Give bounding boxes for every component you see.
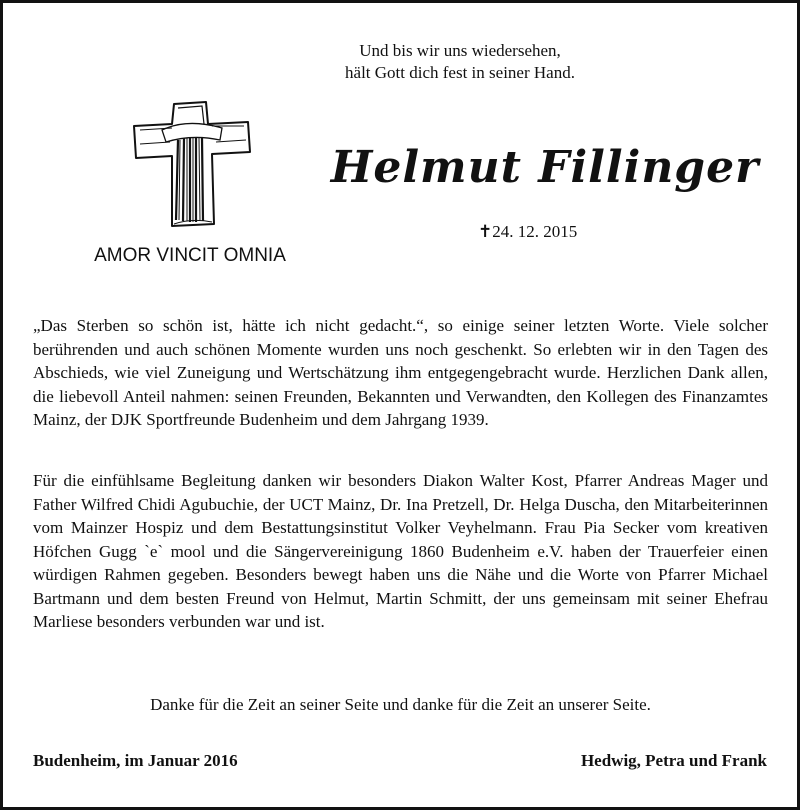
signature-family: Hedwig, Petra und Frank [580,751,767,770]
body-paragraph-2: Für die einfühlsame Begleitung danken wir besonders Diakon Walter Kost, Pfarrer Andreas Mager und Father Wilfred Chidi Agubuchie, der UCT Mainz, Dr. Ina Pretzell, Dr. Helga Duscha, den Mitarbeiterinnen vom Mainzer Hospiz und dem Bestattungsinstitut Volker Veyhelmann. Frau Pia Secker vom kreativen Höfchen Gugg `e` mool und die Sängervereinigung 1860 Budenheim e.V. haben der Trauerfeier einen würdigen Rahmen gegeben. Besonders bewegt haben uns die Nähe und die Worte von Pfarrer Michael Bartmann und dem besten Freund von Helmut, Martin Schmitt, der uns gemeinsam mit seiner Ehefrau Marliese besonders verbunden war und ist. [33,471,768,631]
motto [240,40,680,84]
cross-icon [132,100,252,230]
motto-line-1: Und bis wir uns wiedersehen, [359,41,561,60]
motto-line-2: hält Gott dich fest in seiner Hand. [345,63,575,82]
signature-place-date: Budenheim, im Januar 2016 [33,751,238,770]
death-date: ✝24. 12. 2015 [478,222,578,241]
deceased-name: Helmut Fillinger [330,142,760,193]
closing-line: Danke für die Zeit an seiner Seite und danke für die Zeit an unserer Seite. [150,695,651,714]
body-paragraph-1: „Das Sterben so schön ist, hätte ich nicht gedacht.“, so einige seiner letzten Worte. Viele solcher berührenden und auch schönen Momente wurden uns noch geschenkt. So erlebten wir in den Tagen des Abschieds, wie viel Zuneigung und Wertschätzung ihm entgegengebracht wurde. Herzlichen Dank allen, die liebevoll Anteil nahmen: seinen Freunden, Bekannten und Verwandten, den Kollegen des Finanzamtes Mainz, der DJK Sportfreunde Budenheim und dem Jahrgang 1939. [33,316,768,429]
emblem-caption: AMOR VINCIT OMNIA [94,245,286,266]
